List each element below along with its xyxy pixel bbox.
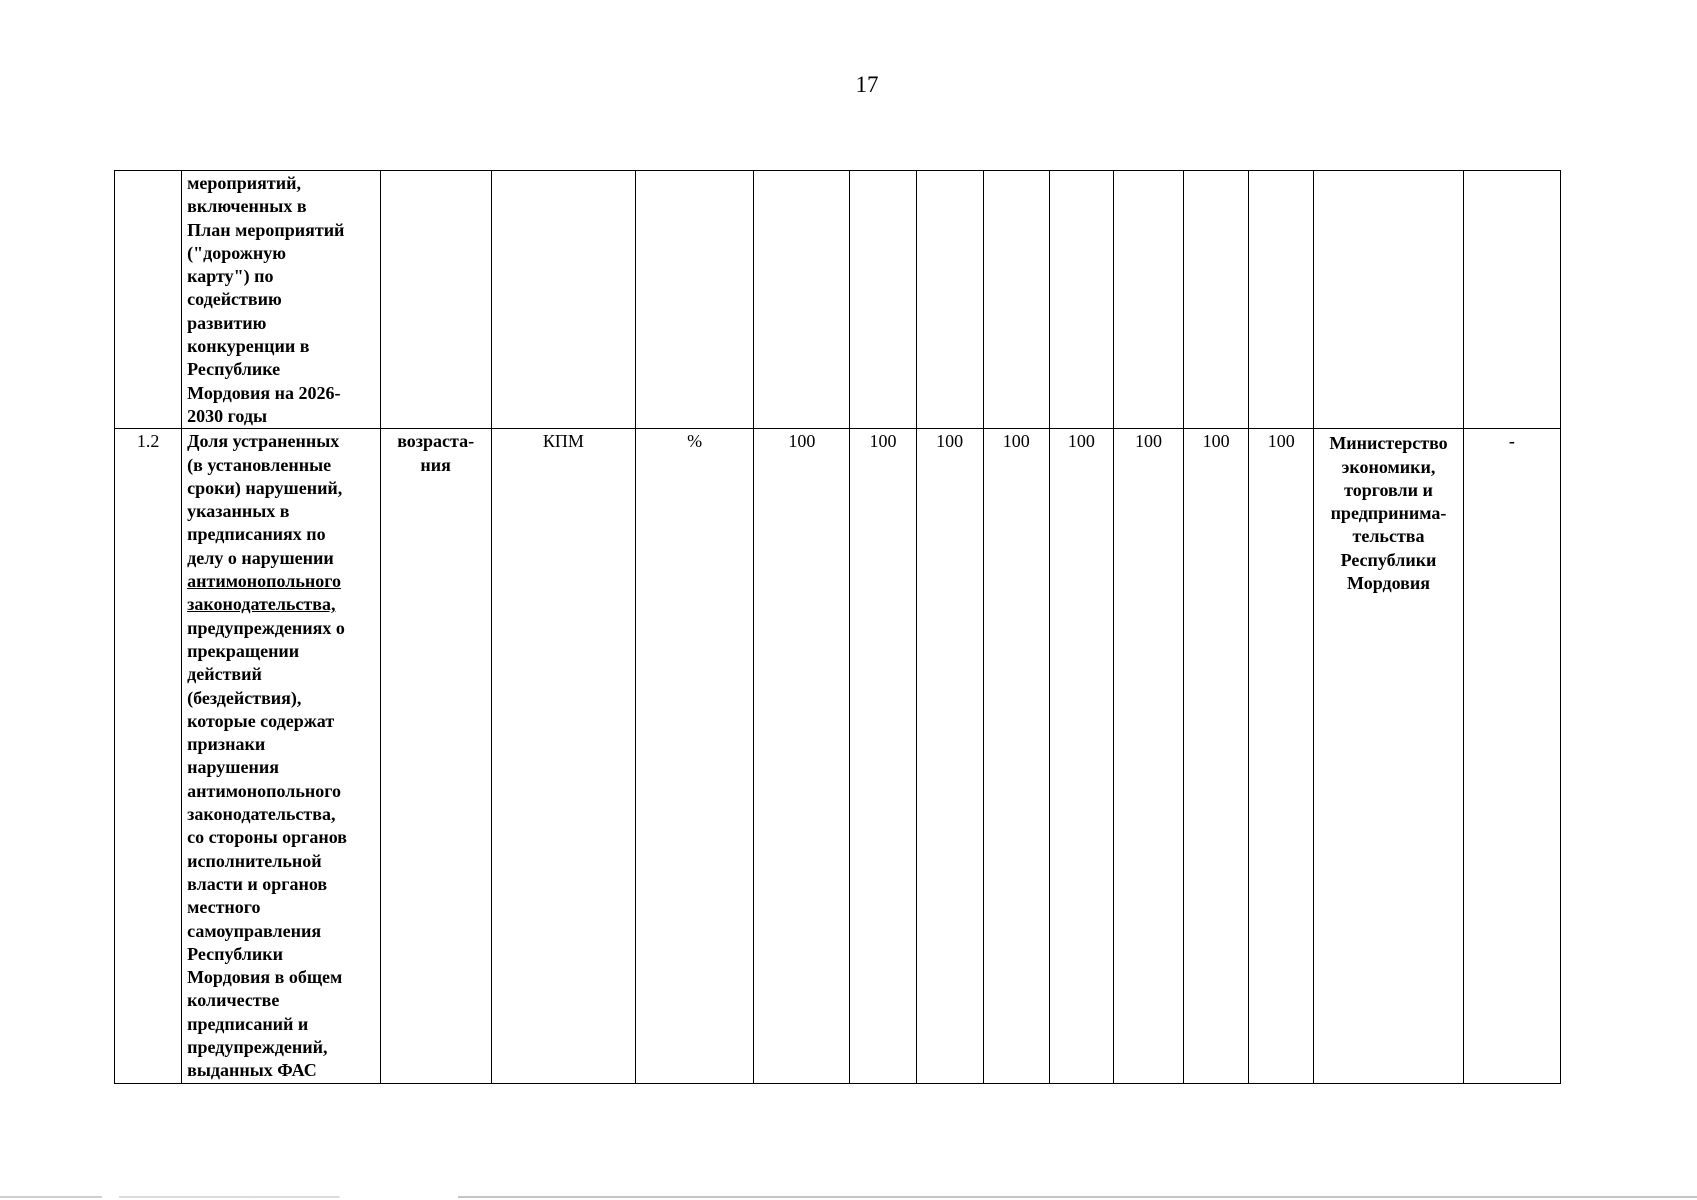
- scan-edge-line: [0, 1196, 1697, 1198]
- table-row: [115, 429, 1561, 1083]
- cell-responsible: Министерство экономики, торговли и предпринима- тельства Республики Мордовия: [1314, 429, 1463, 1083]
- cell-value: 100: [1113, 429, 1183, 1083]
- cell-value: [850, 171, 916, 429]
- cell-responsible: [1314, 171, 1463, 429]
- cell-value: 100: [983, 429, 1049, 1083]
- cell-indicator-name: мероприятий, включенных в План мероприятий ("дорожную карту") по содействию развитию конкуренции в Республике Мордовия на 2026- 2030 годы: [182, 171, 380, 429]
- cell-value: 100: [850, 429, 916, 1083]
- cell-level: [491, 171, 635, 429]
- cell-unit: %: [636, 429, 754, 1083]
- cell-value: 100: [754, 429, 850, 1083]
- cell-unit: [636, 171, 754, 429]
- cell-value: [916, 171, 983, 429]
- cell-note: [1463, 171, 1560, 429]
- cell-number: [115, 171, 182, 429]
- indicators-table: [114, 170, 1561, 1084]
- cell-value: 100: [1249, 429, 1314, 1083]
- cell-indicator-name: Доля устраненных (в установленные сроки) нарушений, указанных в предписаниях по делу о нарушении антимонопольного законодательства, предупреждениях о прекращении действий (бездействия), которые содержат признаки нарушения антимонопольного законодательства, со стороны органов исполнительной власти и органов местного самоуправления Республики Мордовия в общем количестве предписаний и предупреждений, выданных ФАС: [182, 429, 380, 1083]
- page-number: 17: [855, 72, 879, 97]
- cell-value: 100: [1049, 429, 1113, 1083]
- cell-value: [1049, 171, 1113, 429]
- cell-value: 100: [1184, 429, 1249, 1083]
- table-row: [115, 171, 1561, 429]
- cell-note: -: [1463, 429, 1560, 1083]
- cell-value: [1249, 171, 1314, 429]
- cell-level: КПМ: [491, 429, 635, 1083]
- cell-value: [983, 171, 1049, 429]
- cell-value: 100: [916, 429, 983, 1083]
- cell-value: [1113, 171, 1183, 429]
- cell-direction: [380, 171, 491, 429]
- cell-value: [754, 171, 850, 429]
- cell-number: 1.2: [115, 429, 182, 1083]
- cell-direction: возраста- ния: [380, 429, 491, 1083]
- cell-value: [1184, 171, 1249, 429]
